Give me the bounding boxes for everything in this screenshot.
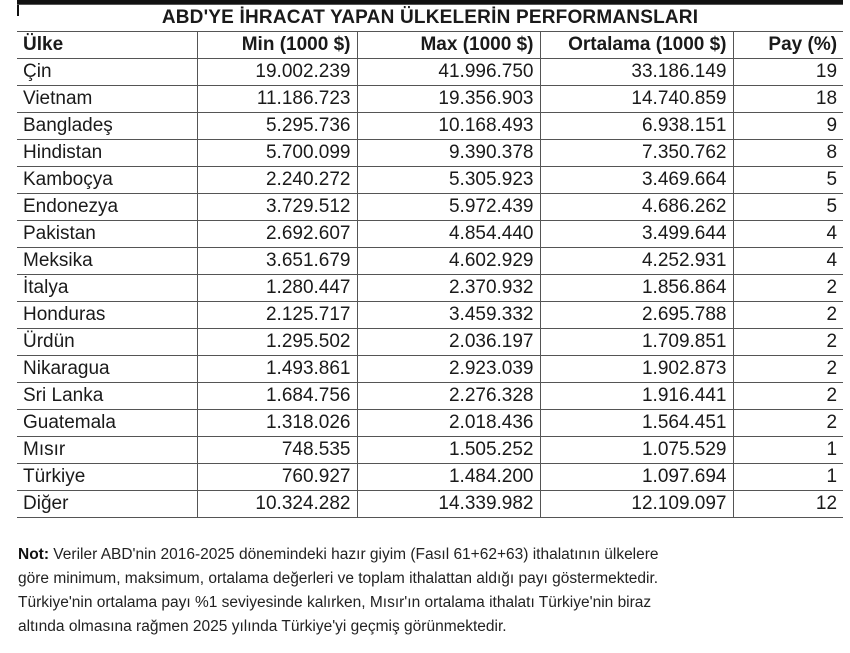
header-row [17, 32, 843, 59]
cell-share: 2 [733, 329, 843, 356]
col-header-average: Ortalama (1000 $) [540, 32, 733, 59]
cell-share: 1 [733, 437, 843, 464]
cell-share: 4 [733, 221, 843, 248]
cell-max: 4.854.440 [357, 221, 540, 248]
cell-min: 19.002.239 [197, 59, 357, 86]
cell-average: 4.252.931 [540, 248, 733, 275]
cell-average: 7.350.762 [540, 140, 733, 167]
col-header-max: Max (1000 $) [357, 32, 540, 59]
cell-average: 1.709.851 [540, 329, 733, 356]
table-row [17, 464, 843, 491]
cell-max: 2.923.039 [357, 356, 540, 383]
cell-country: Pakistan [17, 221, 197, 248]
cell-min: 5.295.736 [197, 113, 357, 140]
table-row [17, 302, 843, 329]
cell-min: 2.240.272 [197, 167, 357, 194]
footnote-line-4: altında olmasına rağmen 2025 yılında Türkiye'yi geçmiş görünmektedir. [18, 618, 507, 635]
cell-max: 1.505.252 [357, 437, 540, 464]
cell-max: 4.602.929 [357, 248, 540, 275]
cell-country: Mısır [17, 437, 197, 464]
cell-average: 1.856.864 [540, 275, 733, 302]
cell-share: 18 [733, 86, 843, 113]
cell-country: Türkiye [17, 464, 197, 491]
cell-share: 2 [733, 356, 843, 383]
cell-min: 1.318.026 [197, 410, 357, 437]
table-row [17, 113, 843, 140]
cell-share: 19 [733, 59, 843, 86]
cell-share: 2 [733, 302, 843, 329]
cell-max: 2.276.328 [357, 383, 540, 410]
table-row [17, 491, 843, 518]
cell-average: 1.075.529 [540, 437, 733, 464]
cell-max: 41.996.750 [357, 59, 540, 86]
cell-min: 2.692.607 [197, 221, 357, 248]
cell-min: 1.295.502 [197, 329, 357, 356]
table-row [17, 410, 843, 437]
footnote-label: Not: [18, 546, 49, 563]
cell-share: 1 [733, 464, 843, 491]
footnote-line-2: göre minimum, maksimum, ortalama değerleri ve toplam ithalattan aldığı payı göstermektedir. [18, 570, 659, 587]
cell-max: 3.459.332 [357, 302, 540, 329]
cell-country: Diğer [17, 491, 197, 518]
table-row [17, 275, 843, 302]
cell-average: 1.564.451 [540, 410, 733, 437]
table-row [17, 383, 843, 410]
cell-min: 3.729.512 [197, 194, 357, 221]
cell-share: 5 [733, 194, 843, 221]
cell-country: Vietnam [17, 86, 197, 113]
cell-share: 8 [733, 140, 843, 167]
cell-min: 3.651.679 [197, 248, 357, 275]
cell-share: 2 [733, 383, 843, 410]
cell-average: 12.109.097 [540, 491, 733, 518]
cell-average: 1.916.441 [540, 383, 733, 410]
footnote-text-1: Veriler ABD'nin 2016-2025 dönemindeki hazır giyim (Fasıl 61+62+63) ithalatının ülkelere [49, 546, 659, 563]
cell-country: Kamboçya [17, 167, 197, 194]
table-body [17, 59, 843, 518]
cell-min: 748.535 [197, 437, 357, 464]
table-row [17, 329, 843, 356]
cell-share: 12 [733, 491, 843, 518]
cell-share: 4 [733, 248, 843, 275]
cell-max: 9.390.378 [357, 140, 540, 167]
cell-max: 5.972.439 [357, 194, 540, 221]
cell-share: 5 [733, 167, 843, 194]
cell-share: 9 [733, 113, 843, 140]
cell-average: 6.938.151 [540, 113, 733, 140]
cell-country: Endonezya [17, 194, 197, 221]
col-header-country: Ülke [17, 32, 197, 59]
table-row [17, 356, 843, 383]
table-row [17, 221, 843, 248]
cell-average: 1.902.873 [540, 356, 733, 383]
cell-country: Ürdün [17, 329, 197, 356]
footnote-line-3: Türkiye'nin ortalama payı %1 seviyesinde kalırken, Mısır'ın ortalama ithalatı Türkiye'nin biraz [18, 594, 652, 611]
cell-min: 1.280.447 [197, 275, 357, 302]
table-row [17, 140, 843, 167]
performance-table [17, 4, 843, 518]
table-row [17, 248, 843, 275]
table-row [17, 437, 843, 464]
cell-country: İtalya [17, 275, 197, 302]
cell-min: 1.493.861 [197, 356, 357, 383]
cell-average: 3.499.644 [540, 221, 733, 248]
cell-max: 14.339.982 [357, 491, 540, 518]
cell-share: 2 [733, 410, 843, 437]
cell-share: 2 [733, 275, 843, 302]
table-row [17, 59, 843, 86]
table-title: ABD'YE İHRACAT YAPAN ÜLKELERİN PERFORMANSLARI [17, 5, 843, 32]
table-row [17, 167, 843, 194]
cell-min: 760.927 [197, 464, 357, 491]
cell-country: Meksika [17, 248, 197, 275]
cell-country: Honduras [17, 302, 197, 329]
cell-min: 10.324.282 [197, 491, 357, 518]
footnote [18, 543, 838, 639]
cell-max: 2.036.197 [357, 329, 540, 356]
table-row [17, 86, 843, 113]
cell-min: 11.186.723 [197, 86, 357, 113]
cell-average: 14.740.859 [540, 86, 733, 113]
cell-max: 19.356.903 [357, 86, 540, 113]
cell-min: 1.684.756 [197, 383, 357, 410]
cell-average: 4.686.262 [540, 194, 733, 221]
cell-max: 2.370.932 [357, 275, 540, 302]
cell-average: 1.097.694 [540, 464, 733, 491]
cell-max: 10.168.493 [357, 113, 540, 140]
cell-country: Çin [17, 59, 197, 86]
cell-max: 1.484.200 [357, 464, 540, 491]
col-header-min: Min (1000 $) [197, 32, 357, 59]
cell-max: 5.305.923 [357, 167, 540, 194]
cell-average: 2.695.788 [540, 302, 733, 329]
cell-min: 2.125.717 [197, 302, 357, 329]
cell-country: Bangladeş [17, 113, 197, 140]
footnote-line-1 [18, 543, 838, 567]
col-header-share: Pay (%) [733, 32, 843, 59]
cell-max: 2.018.436 [357, 410, 540, 437]
cell-country: Guatemala [17, 410, 197, 437]
cell-average: 3.469.664 [540, 167, 733, 194]
table-row [17, 194, 843, 221]
cell-country: Hindistan [17, 140, 197, 167]
cell-country: Sri Lanka [17, 383, 197, 410]
cell-min: 5.700.099 [197, 140, 357, 167]
cell-average: 33.186.149 [540, 59, 733, 86]
cell-country: Nikaragua [17, 356, 197, 383]
